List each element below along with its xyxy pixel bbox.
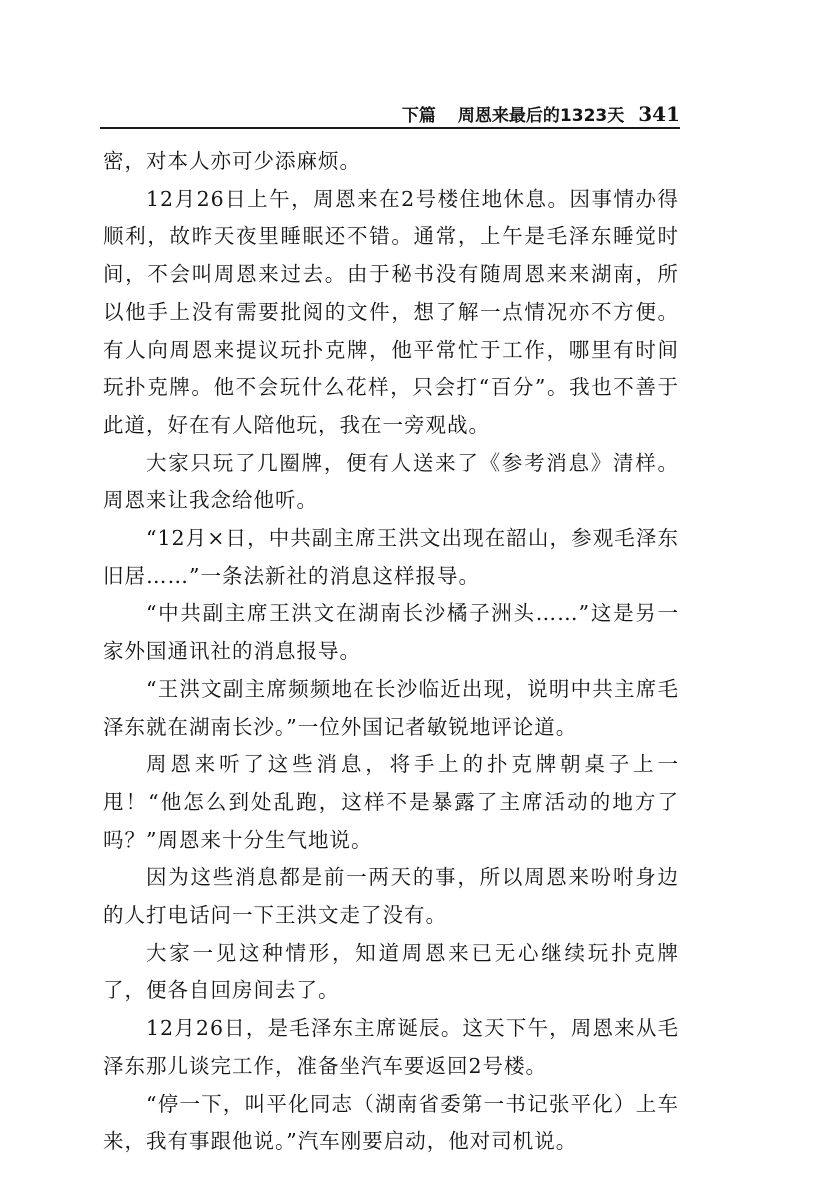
- paragraph: “停一下，叫平化同志（湖南省委第一书记张平化）上车来，我有事跟他说。”汽车刚要启动，他对司机说。: [103, 1091, 679, 1154]
- paragraph: “王洪文副主席频频地在长沙临近出现，说明中共主席毛泽东就在湖南长沙。”一位外国记者敏锐地评论道。: [103, 676, 679, 739]
- header-rule: [100, 127, 680, 129]
- running-head: [100, 102, 680, 126]
- paragraph: “中共副主席王洪文在湖南长沙橘子洲头……”这是另一家外国通讯社的消息报导。: [103, 601, 679, 664]
- page-number: 341: [638, 102, 680, 126]
- paragraph: 12月26日，是毛泽东主席诞辰。这天下午，周恩来从毛泽东那儿谈完工作，准备坐汽车要返回2号楼。: [103, 1016, 679, 1078]
- body-text: [103, 143, 679, 1161]
- section-title: 下篇: [401, 106, 436, 126]
- paragraph: 大家一见这种情形，知道周恩来已无心继续玩扑克牌了，便各自回房间去了。: [103, 940, 679, 1003]
- paragraph: 12月26日上午，周恩来在2号楼住地休息。因事情办得顺利，故昨天夜里睡眠还不错。通常，上午是毛泽东睡觉时间，不会叫周恩来过去。由于秘书没有随周恩来来湖南，所以他手上没有需要批阅的文件，想了解一点情况亦不方便。有人向周恩来提议玩扑克牌，他平常忙于工作，哪里有时间玩扑克牌。他不会玩什么花样，只会打“百分”。我也不善于此道，好在有人陪他玩，我在一旁观战。: [103, 186, 679, 437]
- paragraph: 因为这些消息都是前一两天的事，所以周恩来吩咐身边的人打电话问一下王洪文走了没有。: [103, 865, 679, 928]
- chapter-title: 周恩来最后的1323天: [457, 106, 625, 126]
- paragraph: 密，对本人亦可少添麻烦。: [103, 149, 361, 173]
- paragraph: 周恩来听了这些消息，将手上的扑克牌朝桌子上一甩！“他怎么到处乱跑，这样不是暴露了主席活动的地方了吗？”周恩来十分生气地说。: [103, 752, 679, 852]
- paragraph: “12月×日，中共副主席王洪文出现在韶山，参观毛泽东旧居……”一条法新社的消息这样报导。: [103, 526, 679, 588]
- paragraph: 大家只玩了几圈牌，便有人送来了《参考消息》清样。周恩来让我念给他听。: [103, 450, 679, 513]
